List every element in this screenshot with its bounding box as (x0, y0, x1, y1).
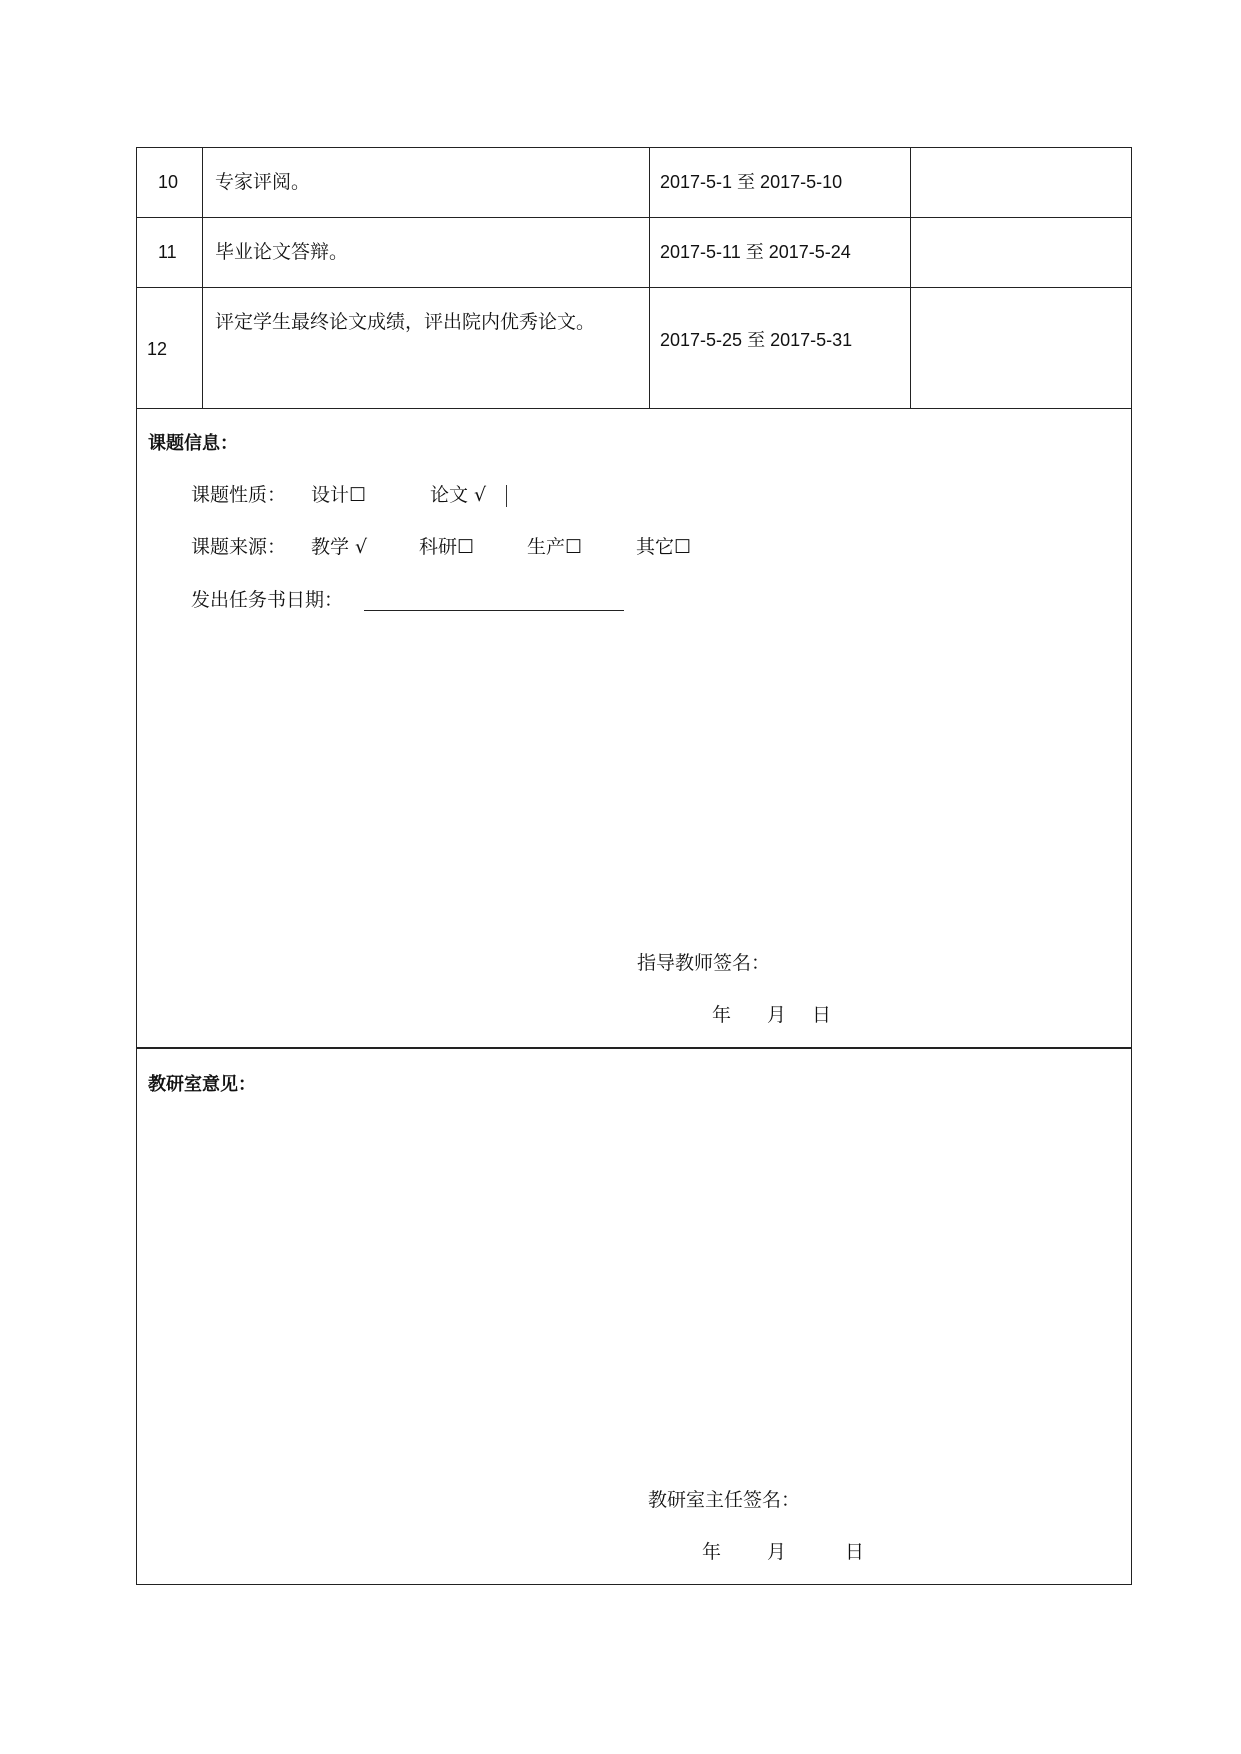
form-frame (136, 147, 1132, 1585)
director-signature-label: 教研室主任签名： (648, 1489, 801, 1511)
text-cursor (506, 485, 507, 507)
director-date-year: 年 (702, 1541, 722, 1563)
dept-opinion-heading: 教研室意见： (148, 1074, 256, 1095)
row-divider (136, 408, 1132, 409)
row-number: 12 (147, 339, 168, 359)
task-date-range: 2017-5-11 至 2017-5-24 (660, 242, 851, 262)
advisor-date-month: 月 (767, 1004, 787, 1026)
task-description: 评定学生最终论文成绩，评出院内优秀论文。 (215, 311, 596, 333)
topic-source-other-option[interactable]: 其它☐ (636, 536, 692, 558)
col-divider (649, 147, 650, 409)
topic-source-research-option[interactable]: 科研☐ (419, 536, 475, 558)
section-divider (136, 1047, 1132, 1049)
director-date-day: 日 (845, 1541, 865, 1563)
row-number: 10 (158, 172, 179, 192)
topic-source-label: 课题来源： (191, 536, 287, 558)
row-divider (136, 217, 1132, 218)
topic-info-heading: 课题信息： (148, 433, 238, 454)
advisor-date-year: 年 (712, 1004, 732, 1026)
topic-source-teaching-option[interactable]: 教学 √ (311, 536, 368, 558)
row-divider (136, 287, 1132, 288)
row-number: 11 (158, 242, 177, 262)
topic-nature-thesis-option[interactable]: 论文 √ (430, 484, 487, 506)
advisor-signature-label: 指导教师签名： (637, 952, 771, 974)
col-divider (202, 147, 203, 409)
advisor-date-day: 日 (812, 1004, 832, 1026)
issue-date-label: 发出任务书日期： (191, 589, 344, 611)
topic-nature-label: 课题性质： (191, 484, 287, 506)
col-divider (910, 147, 911, 409)
task-description: 毕业论文答辩。 (215, 241, 349, 263)
topic-source-production-option[interactable]: 生产☐ (527, 536, 583, 558)
issue-date-underline (364, 610, 624, 611)
task-date-range: 2017-5-1 至 2017-5-10 (660, 172, 843, 192)
task-date-range: 2017-5-25 至 2017-5-31 (660, 330, 853, 350)
topic-nature-design-option[interactable]: 设计☐ (311, 484, 367, 506)
issue-date-field[interactable] (366, 588, 624, 612)
director-date-month: 月 (767, 1541, 787, 1563)
task-description: 专家评阅。 (215, 171, 311, 193)
